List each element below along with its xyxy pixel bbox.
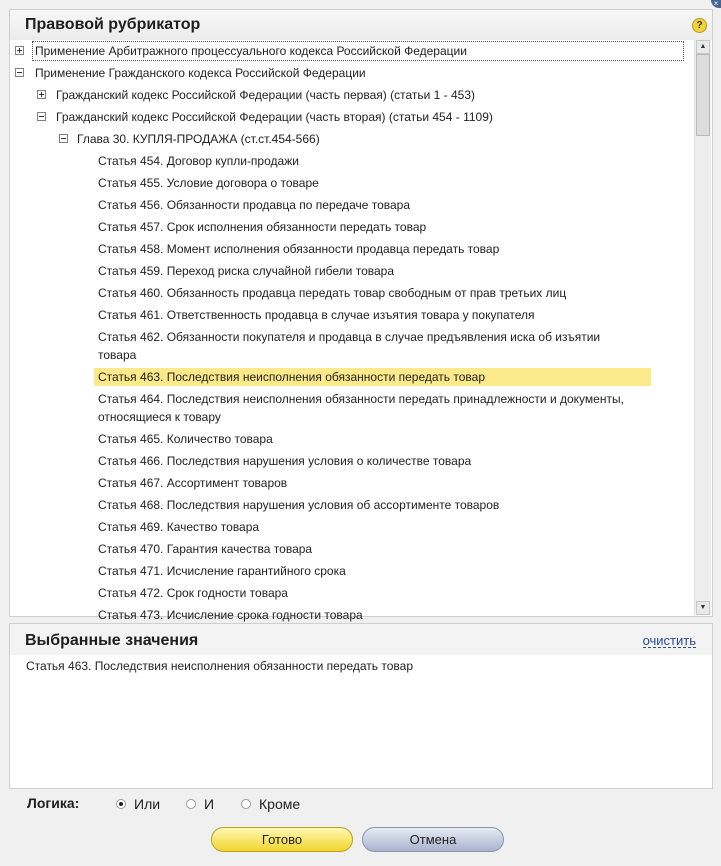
tree-item-label: Статья 462. Обязанности покупателя и продавца в случае предъявления иска об изъятии товара	[98, 330, 601, 362]
tree-item-article-462[interactable]	[10, 326, 694, 366]
selected-value-item: Статья 463. Последствия неисполнения обязанности передать товар	[26, 659, 413, 673]
tree-item-article-459[interactable]	[10, 260, 694, 282]
expand-icon[interactable]	[37, 90, 46, 99]
tree-item-article-465[interactable]	[10, 428, 694, 450]
logic-label: Логика:	[27, 795, 80, 811]
collapse-icon[interactable]	[37, 112, 46, 121]
tree-item-article-456[interactable]	[10, 194, 694, 216]
tree-item-label: Статья 457. Срок исполнения обязанности передать товар	[98, 220, 427, 234]
tree-item-label: Статья 466. Последствия нарушения условия о количестве товара	[98, 454, 472, 468]
tree-item-article-469[interactable]	[10, 516, 694, 538]
rubricator-header	[10, 10, 712, 40]
tree-item-label: Статья 454. Договор купли-продажи	[98, 154, 299, 168]
tree-item-label: Статья 458. Момент исполнения обязанности продавца передать товар	[98, 242, 500, 256]
tree-item-article-461[interactable]	[10, 304, 694, 326]
tree-item-article-454[interactable]	[10, 150, 694, 172]
scroll-up-icon[interactable]: ▲	[696, 40, 710, 54]
tree-item-label: Статья 467. Ассортимент товаров	[98, 476, 288, 490]
selected-values-title: Выбранные значения	[25, 632, 199, 649]
tree-item-label: Статья 461. Ответственность продавца в случае изъятия товара у покупателя	[98, 308, 535, 322]
tree-item-label: Статья 472. Срок годности товара	[98, 586, 288, 600]
scroll-down-icon[interactable]: ▼	[696, 601, 710, 615]
help-icon[interactable]: ?	[692, 18, 707, 33]
tree-item-article-471[interactable]	[10, 560, 694, 582]
tree-item-label: Статья 460. Обязанность продавца передать товар свободным от прав третьих лиц	[98, 286, 567, 300]
radio-label: Или	[134, 796, 161, 812]
tree-item-article-464[interactable]	[10, 388, 694, 428]
cancel-button[interactable]: Отмена	[362, 827, 504, 852]
tree-item-label: Статья 455. Условие договора о товаре	[98, 176, 319, 190]
tree-item-article-460[interactable]	[10, 282, 694, 304]
tree-item-label: Статья 468. Последствия нарушения условия об ассортименте товаров	[98, 498, 500, 512]
tree-item-chapter30[interactable]	[10, 128, 694, 150]
tree-item-label: Статья 469. Качество товара	[98, 520, 260, 534]
tree-item-article-463[interactable]	[10, 366, 694, 388]
tree-item-label: Глава 30. КУПЛЯ-ПРОДАЖА (ст.ст.454-566)	[77, 132, 320, 146]
tree-item-label: Статья 464. Последствия неисполнения обязанности передать принадлежности и документы, относящиеся к товару	[98, 392, 624, 424]
tree-item-article-455[interactable]	[10, 172, 694, 194]
radio-label: И	[204, 796, 215, 812]
tree-item-article-470[interactable]	[10, 538, 694, 560]
collapse-icon[interactable]	[15, 68, 24, 77]
tree-item-label: Статья 456. Обязанности продавца по передаче товара	[98, 198, 411, 212]
rubricator-tree	[10, 40, 694, 622]
tree-item-article-468[interactable]	[10, 494, 694, 516]
tree-item-gk[interactable]	[10, 62, 694, 84]
tree-item-label: Применение Арбитражного процессуального кодекса Российской Федерации	[32, 41, 684, 61]
tree-item-label: Применение Гражданского кодекса Российской Федерации	[35, 66, 366, 80]
radio-button[interactable]	[116, 799, 126, 809]
tree-item-gk-part1[interactable]	[10, 84, 694, 106]
close-button[interactable]: ×	[711, 0, 721, 8]
done-button[interactable]: Готово	[211, 827, 353, 852]
tree-item-label: Гражданский кодекс Российской Федерации (часть вторая) (статьи 454 - 1109)	[56, 110, 493, 124]
tree-item-label: Статья 465. Количество товара	[98, 432, 273, 446]
rubricator-panel	[9, 9, 713, 622]
tree-item-label: Статья 459. Переход риска случайной гибели товара	[98, 264, 394, 278]
tree-item-label: Статья 470. Гарантия качества товара	[98, 542, 313, 556]
clear-link[interactable]: очистить	[642, 633, 696, 648]
tree-item-article-457[interactable]	[10, 216, 694, 238]
radio-button[interactable]	[241, 799, 251, 809]
tree-item-article-472[interactable]	[10, 582, 694, 604]
tree-item-label: Гражданский кодекс Российской Федерации (часть первая) (статьи 1 - 453)	[56, 88, 476, 102]
tree-item-gk-part2[interactable]	[10, 106, 694, 128]
selected-values-header	[10, 624, 712, 655]
expand-icon[interactable]	[15, 46, 24, 55]
radio-button[interactable]	[186, 799, 196, 809]
tree-item-article-467[interactable]	[10, 472, 694, 494]
tree-item-apk[interactable]	[10, 40, 694, 62]
scroll-thumb[interactable]	[696, 54, 710, 136]
rubricator-title: Правовой рубрикатор	[25, 16, 201, 33]
radio-label: Кроме	[259, 796, 301, 812]
selected-values-panel	[9, 623, 713, 789]
tree-item-label: Статья 463. Последствия неисполнения обязанности передать товар	[98, 370, 485, 384]
tree-item-article-458[interactable]	[10, 238, 694, 260]
tree-item-label: Статья 473. Исчисление срока годности товара	[98, 608, 363, 622]
tree-scrollbar[interactable]	[694, 40, 711, 615]
collapse-icon[interactable]	[59, 134, 68, 143]
tree-item-label: Статья 471. Исчисление гарантийного срока	[98, 564, 346, 578]
tree-item-article-466[interactable]	[10, 450, 694, 472]
